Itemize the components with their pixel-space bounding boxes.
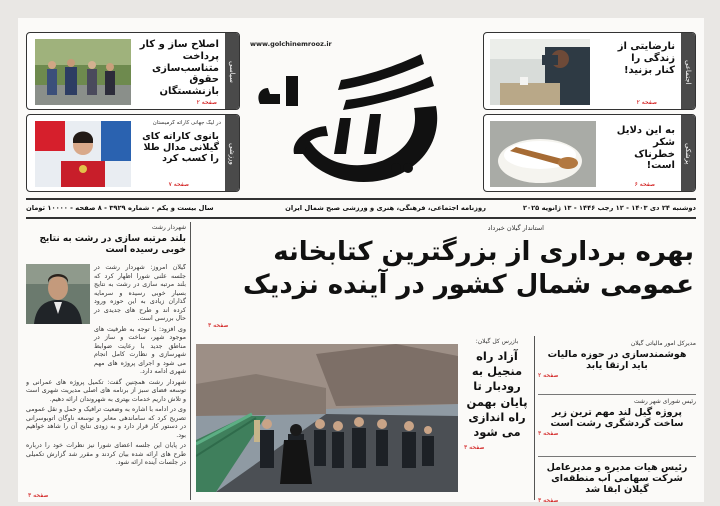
body-paragraph: وی افزود: با توجه به ظرفیت های موجود شهر، ساخت و ساز در مناطق جدید با رعایت ضوابط شهرسازی و نظارت کامل انجام می شود و اجرای پروژه های مهم شهری ادامه دارد.	[94, 325, 186, 375]
road-story-page: صفحه ۳	[464, 444, 485, 452]
teaser-right-bottom[interactable]	[483, 114, 696, 192]
teaser-tag: اجتماعی	[681, 33, 695, 110]
right-column-rule	[538, 394, 696, 395]
teaser-title: نارضایتی از زندگی را کنار بزنید!	[617, 41, 675, 76]
left-column-title[interactable]: بلند مرتبه سازی در رشت به نتایج خوبی رسیده است	[39, 234, 186, 255]
teaser-page: صفحه ۲	[636, 99, 657, 106]
left-column-kicker: شهردار رشت	[151, 224, 186, 231]
teaser-right-top[interactable]	[483, 32, 696, 110]
teaser-left-bottom[interactable]	[26, 114, 240, 192]
main-headline[interactable]	[200, 236, 694, 301]
body-paragraph: گیلان امروز: شهردار رشت در جلسه علنی شورا اظهار کرد که بلند مرتبه سازی در رشت به نتایج بسیار خوبی رسیده و سرمایه گذاران زیادی به این حوزه ورود کرده اند و طرح های جدیدی در حال بررسی است.	[94, 264, 186, 322]
karate-athlete-photo	[35, 121, 131, 187]
newspaper-front-page	[18, 18, 704, 502]
right-item-kicker: مدیرکل امور مالیاتی گیلان	[630, 340, 696, 347]
road-story[interactable]	[464, 338, 530, 498]
right-column-rule	[538, 456, 696, 457]
right-item-kicker: رئیس شورای شهر رشت	[633, 398, 696, 405]
right-item[interactable]	[538, 340, 696, 392]
infobar-slogan: روزنامه اجتماعی، فرهنگی، هنری و ورزشی صبح شمال ایران	[285, 204, 486, 212]
infobar-bottom-rule	[26, 217, 696, 219]
teaser-title: بانوی کاراته کای گیلانی مدال طلا را کسب کرد	[142, 131, 219, 165]
main-kicker: استاندار گیلان خبرداد	[487, 224, 544, 232]
infobar-issue: سال بیست و یکم - شماره ۳۹۲۹ - ۸ صفحه - ۱۰۰۰۰ تومان	[26, 204, 214, 212]
body-paragraph: در پایان این جلسه اعضای شورا نیز نظرات خود را درباره طرح های ارائه شده بیان کردند و مقرر شد گزارش تکمیلی در جلسات آینده ارائه شود.	[26, 442, 186, 466]
headline-line-2: عمومی شمال کشور در آینده نزدیک	[243, 269, 694, 300]
column-divider-right	[534, 336, 535, 500]
headline-line-1: بهره برداری از بزرگترین کتابخانه	[273, 237, 694, 267]
left-column-body	[26, 264, 186, 500]
sugar-bowl-photo	[490, 121, 596, 187]
infobar	[26, 202, 696, 216]
teaser-tag: پزشکی	[681, 115, 695, 192]
pensioners-photo	[35, 39, 131, 105]
website-url: www.golchinemrooz.ir	[250, 40, 332, 48]
teaser-tag: ورزشی	[225, 115, 239, 192]
stressed-man-photo	[490, 39, 590, 105]
right-item-page: صفحه ۲	[538, 372, 559, 380]
website[interactable]	[250, 40, 350, 48]
body-paragraph: وی در ادامه با اشاره به وضعیت ترافیک و حمل و نقل عمومی تصریح کرد که ساماندهی معابر و توسعه ناوگان اتوبوسرانی در دستور کار قرار دارد و به زودی نتایج آن را شاهد خواهیم بود.	[26, 406, 186, 439]
teaser-page: صفحه ۶	[634, 181, 655, 188]
right-item-title: رئیس هیات مدیره و مدیرعامل شرکت سهامی آب منطقه‌ای گیلان ابقا شد	[546, 462, 688, 496]
right-item-title: هوشمندسازی در حوزه مالیات باید ارتقا یابد	[547, 349, 687, 372]
teaser-kicker: در لیگ جهانی کاراته گرمیستان	[152, 120, 221, 126]
teaser-page: صفحه ۲	[196, 99, 217, 106]
teaser-title: به این دلایل شکر خطرناک است!	[616, 125, 675, 172]
masthead-logo[interactable]	[246, 36, 476, 186]
teaser-title: اصلاح ساز و کار پرداخت متناسب‌سازی حقوق بازنشستگان	[139, 39, 219, 98]
right-item-page: صفحه ۳	[538, 430, 559, 438]
infobar-top-rule	[26, 198, 696, 200]
road-story-title: آزاد راه منجیل به رودبار تا پایان بهمن راه اندازی می شود	[466, 349, 528, 439]
right-item-page: صفحه ۳	[538, 496, 559, 502]
main-page: صفحه ۳	[208, 322, 229, 329]
highway-inspection-photo[interactable]	[196, 344, 458, 492]
teaser-tag: سیاسی	[225, 33, 239, 110]
body-paragraph: شهردار رشت همچنین گفت: تکمیل پروژه های عمرانی و توسعه فضای سبز از برنامه های اصلی مدیریت شهری است و تلاش داریم خدمات بهتری به شهروندان ارائه دهیم.	[26, 378, 186, 403]
infobar-date: دوشنبه ۲۴ دی ۱۴۰۳ - ۱۲ رجب ۱۴۴۶ - ۱۳ ژانویه ۲۰۲۵	[522, 204, 696, 212]
right-item-title: پروژه گیل لند مهم ترین زیر ساخت گردشگری رشت است	[550, 407, 684, 430]
teaser-left-top[interactable]	[26, 32, 240, 110]
column-divider-left	[190, 222, 191, 500]
left-column-page: صفحه ۳	[28, 492, 49, 499]
teaser-page: صفحه ۷	[168, 181, 189, 188]
right-item[interactable]	[538, 462, 696, 502]
right-item[interactable]	[538, 398, 696, 454]
road-story-kicker: بازرس کل گیلان:	[475, 338, 519, 345]
